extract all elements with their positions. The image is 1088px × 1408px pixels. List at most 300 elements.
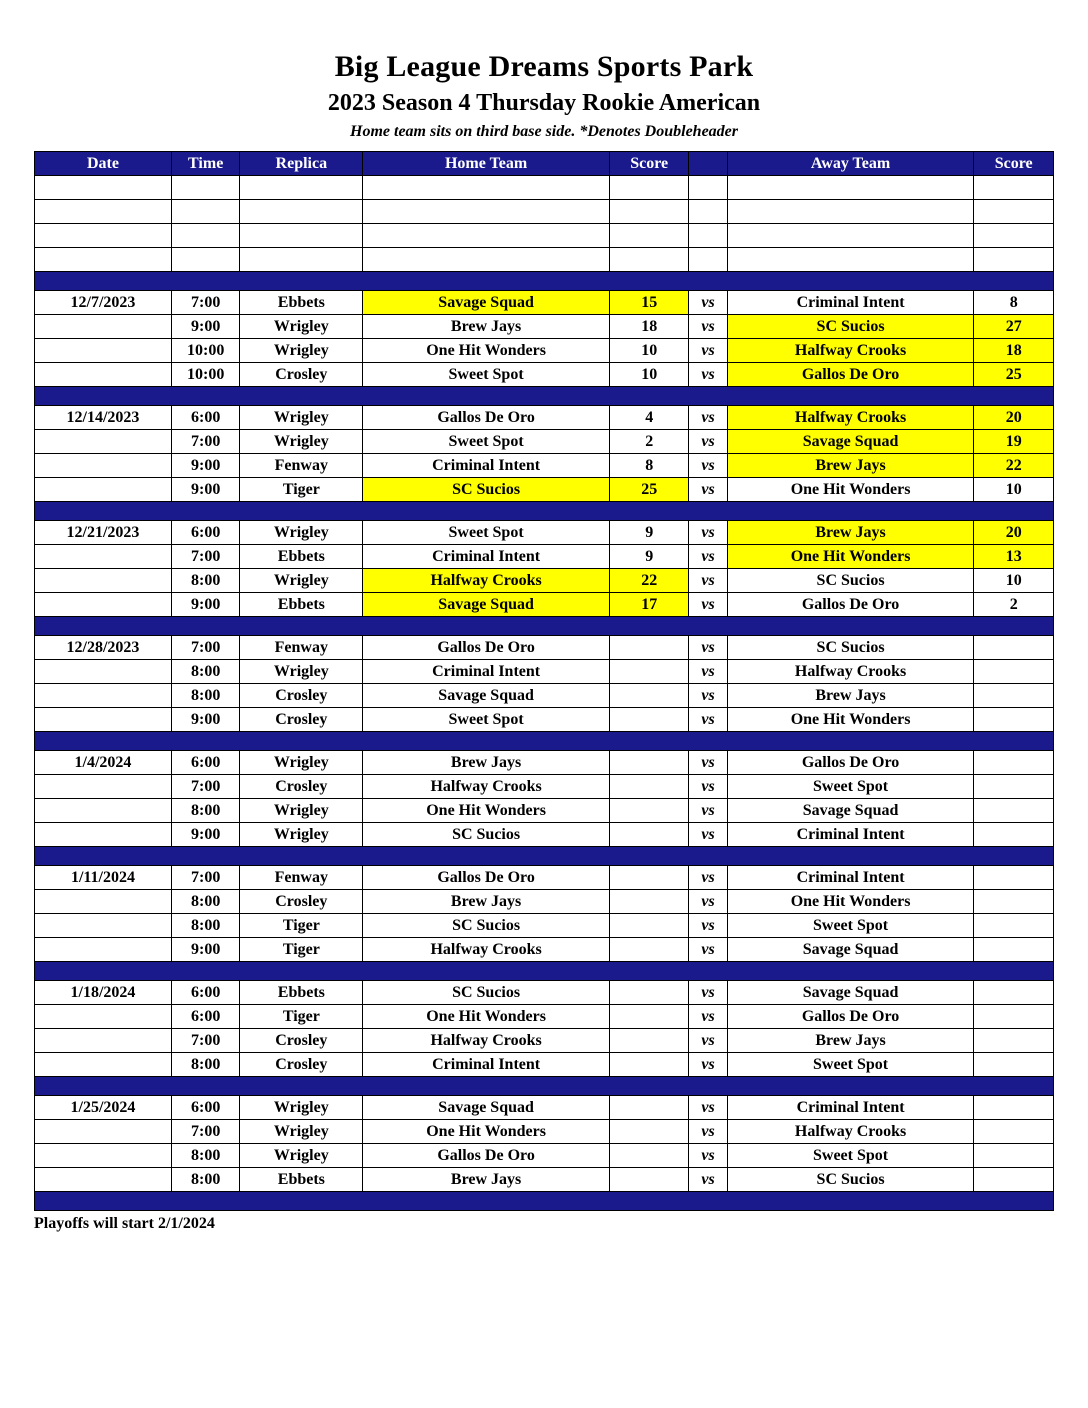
home-team: One Hit Wonders [363, 799, 610, 823]
week-separator-band [35, 1077, 1054, 1096]
home-score [609, 914, 689, 938]
home-score [609, 1005, 689, 1029]
game-date [35, 1053, 172, 1077]
table-row [35, 660, 1054, 684]
game-time: 10:00 [171, 363, 239, 387]
game-replica: Wrigley [240, 1144, 363, 1168]
away-score [974, 1005, 1054, 1029]
blank-cell [363, 200, 610, 224]
game-date [35, 914, 172, 938]
table-row [35, 775, 1054, 799]
table-row [35, 708, 1054, 732]
home-team: Savage Squad [363, 1096, 610, 1120]
game-time: 8:00 [171, 799, 239, 823]
week-separator-band [35, 272, 1054, 291]
page-subtitle: 2023 Season 4 Thursday Rookie American [327, 90, 761, 116]
game-replica: Ebbets [240, 1168, 363, 1192]
home-score [609, 1096, 689, 1120]
blank-cell [35, 224, 172, 248]
away-team: Sweet Spot [727, 1144, 974, 1168]
table-row [35, 545, 1054, 569]
blank-row [35, 248, 1054, 272]
table-row [35, 1053, 1054, 1077]
home-team: Gallos De Oro [363, 636, 610, 660]
home-team: One Hit Wonders [363, 339, 610, 363]
game-time: 7:00 [171, 1029, 239, 1053]
game-time: 6:00 [171, 751, 239, 775]
game-time: 9:00 [171, 823, 239, 847]
vs-label: vs [689, 890, 727, 914]
game-date [35, 684, 172, 708]
away-score: 10 [974, 478, 1054, 502]
home-team: Gallos De Oro [363, 866, 610, 890]
table-row [35, 981, 1054, 1005]
home-score [609, 981, 689, 1005]
blank-cell [171, 200, 239, 224]
table-row [35, 866, 1054, 890]
game-date [35, 799, 172, 823]
column-header-away-team: Away Team [727, 152, 974, 176]
home-team: Gallos De Oro [363, 1144, 610, 1168]
column-header-home-team: Home Team [363, 152, 610, 176]
game-date [35, 1120, 172, 1144]
vs-label: vs [689, 593, 727, 617]
game-replica: Wrigley [240, 799, 363, 823]
table-row [35, 406, 1054, 430]
blank-cell [609, 224, 689, 248]
home-score: 2 [609, 430, 689, 454]
game-replica: Wrigley [240, 521, 363, 545]
blank-cell [609, 200, 689, 224]
game-replica: Wrigley [240, 315, 363, 339]
game-date [35, 315, 172, 339]
home-score [609, 751, 689, 775]
game-replica: Ebbets [240, 593, 363, 617]
game-replica: Crosley [240, 363, 363, 387]
vs-label: vs [689, 291, 727, 315]
week-separator [35, 387, 1054, 406]
away-score [974, 1168, 1054, 1192]
blank-cell [171, 224, 239, 248]
column-header-away-score: Score [974, 152, 1054, 176]
game-replica: Crosley [240, 708, 363, 732]
table-row [35, 751, 1054, 775]
week-separator-band [35, 1192, 1054, 1211]
week-separator [35, 272, 1054, 291]
game-date: 12/28/2023 [35, 636, 172, 660]
away-team: Criminal Intent [727, 823, 974, 847]
away-team: Savage Squad [727, 430, 974, 454]
table-row [35, 454, 1054, 478]
home-team: SC Sucios [363, 981, 610, 1005]
column-header-date: Date [35, 152, 172, 176]
vs-label: vs [689, 454, 727, 478]
home-score: 9 [609, 521, 689, 545]
blank-cell [171, 176, 239, 200]
blank-cell [974, 176, 1054, 200]
home-team: Brew Jays [363, 890, 610, 914]
home-team: Criminal Intent [363, 454, 610, 478]
game-time: 6:00 [171, 521, 239, 545]
week-separator [35, 847, 1054, 866]
blank-cell [363, 224, 610, 248]
table-row [35, 315, 1054, 339]
home-score [609, 684, 689, 708]
game-time: 9:00 [171, 708, 239, 732]
vs-label: vs [689, 545, 727, 569]
blank-cell [727, 224, 974, 248]
week-separator-band [35, 617, 1054, 636]
table-row [35, 1168, 1054, 1192]
away-score [974, 1120, 1054, 1144]
home-team: Halfway Crooks [363, 938, 610, 962]
vs-label: vs [689, 1120, 727, 1144]
home-team: Criminal Intent [363, 660, 610, 684]
home-score: 15 [609, 291, 689, 315]
blank-cell [727, 176, 974, 200]
away-team: Savage Squad [727, 981, 974, 1005]
away-team: Gallos De Oro [727, 363, 974, 387]
vs-label: vs [689, 660, 727, 684]
column-header-time: Time [171, 152, 239, 176]
away-score [974, 1029, 1054, 1053]
home-score: 25 [609, 478, 689, 502]
game-date [35, 454, 172, 478]
game-time: 6:00 [171, 981, 239, 1005]
away-team: Gallos De Oro [727, 1005, 974, 1029]
away-score [974, 708, 1054, 732]
home-team: Brew Jays [363, 751, 610, 775]
home-team: Halfway Crooks [363, 775, 610, 799]
game-replica: Crosley [240, 1029, 363, 1053]
away-team: Brew Jays [727, 684, 974, 708]
away-score: 18 [974, 339, 1054, 363]
week-separator-band [35, 387, 1054, 406]
home-team: Sweet Spot [363, 521, 610, 545]
table-row [35, 569, 1054, 593]
table-row [35, 938, 1054, 962]
blank-cell [240, 248, 363, 272]
home-score [609, 1168, 689, 1192]
home-score: 8 [609, 454, 689, 478]
home-score [609, 1144, 689, 1168]
away-score [974, 751, 1054, 775]
blank-cell [689, 176, 727, 200]
vs-label: vs [689, 866, 727, 890]
game-time: 6:00 [171, 1005, 239, 1029]
game-replica: Tiger [240, 1005, 363, 1029]
column-header-home-score: Score [609, 152, 689, 176]
vs-label: vs [689, 775, 727, 799]
away-score: 20 [974, 406, 1054, 430]
home-score [609, 636, 689, 660]
game-time: 6:00 [171, 1096, 239, 1120]
table-row [35, 684, 1054, 708]
game-replica: Wrigley [240, 1096, 363, 1120]
game-date [35, 660, 172, 684]
away-team: Halfway Crooks [727, 406, 974, 430]
blank-cell [240, 200, 363, 224]
week-separator [35, 732, 1054, 751]
game-replica: Crosley [240, 684, 363, 708]
vs-label: vs [689, 430, 727, 454]
home-team: Brew Jays [363, 1168, 610, 1192]
home-score [609, 1029, 689, 1053]
away-team: Brew Jays [727, 1029, 974, 1053]
home-score [609, 708, 689, 732]
week-separator-band [35, 962, 1054, 981]
game-time: 7:00 [171, 430, 239, 454]
vs-label: vs [689, 339, 727, 363]
blank-row [35, 224, 1054, 248]
vs-label: vs [689, 1029, 727, 1053]
blank-cell [689, 248, 727, 272]
home-team: Gallos De Oro [363, 406, 610, 430]
game-replica: Ebbets [240, 545, 363, 569]
vs-label: vs [689, 684, 727, 708]
away-score [974, 1053, 1054, 1077]
away-score: 27 [974, 315, 1054, 339]
game-time: 8:00 [171, 684, 239, 708]
game-time: 7:00 [171, 1120, 239, 1144]
schedule-table [34, 151, 1054, 1211]
game-date [35, 478, 172, 502]
game-time: 9:00 [171, 938, 239, 962]
game-date [35, 1029, 172, 1053]
week-separator [35, 1077, 1054, 1096]
table-row [35, 1005, 1054, 1029]
blank-cell [35, 248, 172, 272]
away-score [974, 938, 1054, 962]
table-body [35, 176, 1054, 1211]
home-score [609, 938, 689, 962]
home-score [609, 890, 689, 914]
away-team: Halfway Crooks [727, 660, 974, 684]
vs-label: vs [689, 1168, 727, 1192]
page-note: Home team sits on third base side. *Denotes Doubleheader [350, 123, 738, 140]
table-row [35, 363, 1054, 387]
table-row [35, 799, 1054, 823]
away-score [974, 636, 1054, 660]
game-replica: Tiger [240, 914, 363, 938]
vs-label: vs [689, 799, 727, 823]
away-score: 19 [974, 430, 1054, 454]
vs-label: vs [689, 981, 727, 1005]
game-time: 7:00 [171, 775, 239, 799]
week-separator [35, 502, 1054, 521]
home-team: Sweet Spot [363, 708, 610, 732]
home-team: Criminal Intent [363, 1053, 610, 1077]
vs-label: vs [689, 938, 727, 962]
table-row [35, 339, 1054, 363]
table-row [35, 291, 1054, 315]
home-team: SC Sucios [363, 823, 610, 847]
home-score: 4 [609, 406, 689, 430]
home-team: Brew Jays [363, 315, 610, 339]
home-score: 9 [609, 545, 689, 569]
game-time: 6:00 [171, 406, 239, 430]
away-score [974, 1144, 1054, 1168]
away-team: Criminal Intent [727, 291, 974, 315]
table-row [35, 914, 1054, 938]
vs-label: vs [689, 751, 727, 775]
game-time: 7:00 [171, 291, 239, 315]
game-replica: Wrigley [240, 660, 363, 684]
header-row [35, 152, 1054, 176]
game-replica: Wrigley [240, 751, 363, 775]
week-separator-band [35, 732, 1054, 751]
game-time: 7:00 [171, 545, 239, 569]
blank-cell [689, 200, 727, 224]
away-team: Brew Jays [727, 454, 974, 478]
game-time: 9:00 [171, 315, 239, 339]
blank-cell [727, 248, 974, 272]
vs-label: vs [689, 363, 727, 387]
table-row [35, 890, 1054, 914]
away-team: One Hit Wonders [727, 708, 974, 732]
away-score [974, 660, 1054, 684]
home-score [609, 1120, 689, 1144]
home-team: Sweet Spot [363, 430, 610, 454]
away-team: Gallos De Oro [727, 593, 974, 617]
game-time: 9:00 [171, 593, 239, 617]
home-score: 18 [609, 315, 689, 339]
away-team: Criminal Intent [727, 1096, 974, 1120]
away-team: Halfway Crooks [727, 339, 974, 363]
game-date [35, 708, 172, 732]
game-replica: Wrigley [240, 823, 363, 847]
game-time: 7:00 [171, 866, 239, 890]
home-score: 10 [609, 339, 689, 363]
away-team: Sweet Spot [727, 914, 974, 938]
table-row [35, 823, 1054, 847]
away-score: 8 [974, 291, 1054, 315]
away-team: One Hit Wonders [727, 890, 974, 914]
blank-cell [240, 176, 363, 200]
home-team: Halfway Crooks [363, 569, 610, 593]
away-score: 25 [974, 363, 1054, 387]
away-score [974, 890, 1054, 914]
blank-cell [689, 224, 727, 248]
vs-label: vs [689, 914, 727, 938]
blank-cell [609, 176, 689, 200]
game-time: 10:00 [171, 339, 239, 363]
blank-cell [363, 248, 610, 272]
vs-label: vs [689, 1053, 727, 1077]
home-team: Halfway Crooks [363, 1029, 610, 1053]
game-date: 1/25/2024 [35, 1096, 172, 1120]
home-score: 22 [609, 569, 689, 593]
away-score [974, 914, 1054, 938]
blank-row [35, 176, 1054, 200]
game-replica: Wrigley [240, 1120, 363, 1144]
home-team: Criminal Intent [363, 545, 610, 569]
home-team: Savage Squad [363, 291, 610, 315]
table-row [35, 1144, 1054, 1168]
game-date: 1/4/2024 [35, 751, 172, 775]
away-team: Sweet Spot [727, 1053, 974, 1077]
table-header [35, 152, 1054, 176]
table-row [35, 430, 1054, 454]
game-replica: Crosley [240, 1053, 363, 1077]
away-team: Gallos De Oro [727, 751, 974, 775]
vs-label: vs [689, 1096, 727, 1120]
blank-cell [974, 200, 1054, 224]
home-score [609, 775, 689, 799]
away-team: One Hit Wonders [727, 545, 974, 569]
game-replica: Fenway [240, 636, 363, 660]
home-team: Sweet Spot [363, 363, 610, 387]
game-replica: Tiger [240, 938, 363, 962]
away-score [974, 799, 1054, 823]
blank-cell [974, 224, 1054, 248]
game-date: 12/21/2023 [35, 521, 172, 545]
week-separator-band [35, 502, 1054, 521]
away-score: 22 [974, 454, 1054, 478]
blank-cell [727, 200, 974, 224]
game-date [35, 1144, 172, 1168]
away-team: Criminal Intent [727, 866, 974, 890]
game-replica: Wrigley [240, 569, 363, 593]
blank-cell [171, 248, 239, 272]
blank-cell [974, 248, 1054, 272]
vs-label: vs [689, 823, 727, 847]
vs-label: vs [689, 1005, 727, 1029]
column-header-vs [689, 152, 727, 176]
week-separator [35, 1192, 1054, 1211]
game-replica: Wrigley [240, 406, 363, 430]
away-score [974, 1096, 1054, 1120]
game-time: 9:00 [171, 454, 239, 478]
table-row [35, 636, 1054, 660]
away-team: SC Sucios [727, 636, 974, 660]
away-score: 2 [974, 593, 1054, 617]
home-team: One Hit Wonders [363, 1120, 610, 1144]
game-replica: Fenway [240, 454, 363, 478]
game-replica: Fenway [240, 866, 363, 890]
home-score: 17 [609, 593, 689, 617]
game-date [35, 1005, 172, 1029]
home-score [609, 1053, 689, 1077]
game-time: 8:00 [171, 569, 239, 593]
vs-label: vs [689, 1144, 727, 1168]
game-date: 1/18/2024 [35, 981, 172, 1005]
playoffs-note: Playoffs will start 2/1/2024 [34, 1215, 215, 1232]
game-date [35, 1168, 172, 1192]
game-date [35, 569, 172, 593]
game-date [35, 823, 172, 847]
game-date [35, 339, 172, 363]
blank-cell [363, 176, 610, 200]
vs-label: vs [689, 708, 727, 732]
home-team: SC Sucios [363, 914, 610, 938]
away-score: 20 [974, 521, 1054, 545]
vs-label: vs [689, 636, 727, 660]
game-time: 8:00 [171, 1144, 239, 1168]
home-team: Savage Squad [363, 684, 610, 708]
game-date [35, 938, 172, 962]
game-time: 8:00 [171, 914, 239, 938]
week-separator-band [35, 847, 1054, 866]
table-row [35, 1029, 1054, 1053]
home-team: One Hit Wonders [363, 1005, 610, 1029]
game-date [35, 775, 172, 799]
away-team: One Hit Wonders [727, 478, 974, 502]
vs-label: vs [689, 521, 727, 545]
game-date: 12/7/2023 [35, 291, 172, 315]
vs-label: vs [689, 315, 727, 339]
game-date: 1/11/2024 [35, 866, 172, 890]
